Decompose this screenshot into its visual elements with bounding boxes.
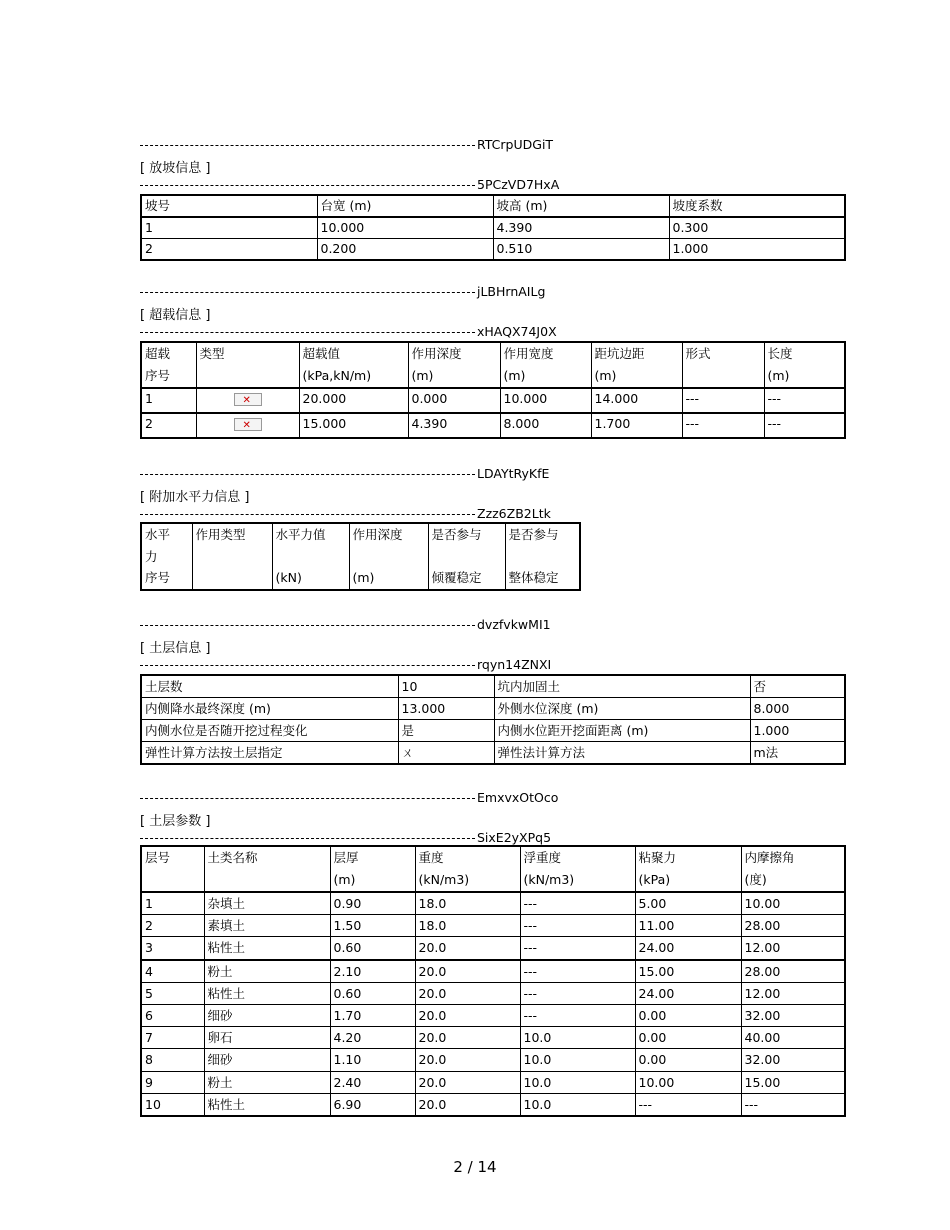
table-row: [141, 720, 845, 742]
table-cell: 0.510: [493, 239, 669, 261]
table-cell: ---: [682, 388, 764, 413]
header-cell: 内摩擦角 (度): [741, 846, 845, 892]
table-cell: ---: [520, 892, 635, 915]
separator-surcharge-2: xHAQX74J0X: [140, 324, 557, 339]
table-cell: 15.00: [635, 960, 741, 983]
table-cell: 32.00: [741, 1005, 845, 1027]
table-cell: 15.000: [299, 413, 408, 438]
header-cell: 作用深度 (m): [349, 523, 428, 590]
header-cell: 超载 序号: [141, 342, 196, 388]
table-cell: 18.0: [415, 915, 520, 937]
table-cell: 弹性法计算方法: [494, 742, 750, 765]
soil-info-table: [140, 674, 846, 765]
table-cell: 卵石: [204, 1027, 330, 1049]
table-cell: 杂填土: [204, 892, 330, 915]
table-cell: 13.000: [398, 698, 494, 720]
table-cell: 6.90: [330, 1093, 415, 1116]
surcharge-table: [140, 341, 846, 439]
slope-table: [140, 194, 846, 261]
section-title-surcharge: [ 超载信息 ]: [140, 308, 211, 323]
header-cell: 浮重度 (kN/m3): [520, 846, 635, 892]
table-cell: ㄨ: [398, 742, 494, 765]
table-cell: 6: [141, 1005, 204, 1027]
page-number: 2 / 14: [453, 1158, 497, 1176]
separator-horizontal-1: LDAYtRyKfE: [140, 466, 549, 481]
table-cell: 11.00: [635, 915, 741, 937]
table-cell: ---: [764, 388, 845, 413]
table-cell: 5: [141, 982, 204, 1004]
table-header-row: [141, 342, 845, 388]
table-cell: 5.00: [635, 892, 741, 915]
table-cell: 12.00: [741, 982, 845, 1004]
table-cell: 24.00: [635, 982, 741, 1004]
table-cell: 0.90: [330, 892, 415, 915]
table-cell: 10: [398, 675, 494, 698]
table-cell: 20.0: [415, 1027, 520, 1049]
soil-params-table: [140, 845, 846, 1117]
table-cell: 粉土: [204, 1071, 330, 1093]
table-row: [141, 982, 845, 1004]
header-cell: 层号: [141, 846, 204, 892]
table-cell: [196, 413, 299, 438]
table-header-row: [141, 195, 845, 217]
separator-surcharge-1: jLBHrnAILg: [140, 284, 545, 299]
table-row: [141, 937, 845, 960]
section-title-slope: [ 放坡信息 ]: [140, 161, 211, 176]
header-cell: 坡高 (m): [493, 195, 669, 217]
table-cell: ---: [520, 1005, 635, 1027]
table-cell: 20.0: [415, 960, 520, 983]
table-cell: 2: [141, 413, 196, 438]
table-row: [141, 217, 845, 239]
table-cell: 1.700: [591, 413, 682, 438]
table-cell: 12.00: [741, 937, 845, 960]
table-cell: 0.00: [635, 1005, 741, 1027]
table-cell: 24.00: [635, 937, 741, 960]
table-cell: 20.0: [415, 1093, 520, 1116]
table-cell: ---: [520, 937, 635, 960]
table-cell: 弹性计算方法按土层指定: [141, 742, 398, 765]
table-row: [141, 742, 845, 765]
separator-slope-1: RTCrpUDGiT: [140, 137, 553, 152]
header-cell: 水平力值 (kN): [272, 523, 349, 590]
table-row: [141, 239, 845, 261]
table-cell: 18.0: [415, 892, 520, 915]
table-cell: 15.00: [741, 1071, 845, 1093]
section-title-soil: [ 土层信息 ]: [140, 641, 211, 656]
header-cell: 作用宽度 (m): [500, 342, 591, 388]
broken-image-icon: [234, 418, 262, 431]
table-cell: 粉土: [204, 960, 330, 983]
table-cell: 0.00: [635, 1049, 741, 1071]
header-cell: 坡度系数: [669, 195, 845, 217]
header-cell: 水平 力 序号: [141, 523, 192, 590]
table-row: [141, 388, 845, 413]
table-cell: 是: [398, 720, 494, 742]
table-cell: 20.0: [415, 937, 520, 960]
table-cell: 0.000: [408, 388, 500, 413]
table-cell: 2: [141, 239, 317, 261]
table-cell: 细砂: [204, 1049, 330, 1071]
table-cell: 2: [141, 915, 204, 937]
table-cell: 8.000: [750, 698, 845, 720]
section-title-horizontal: [ 附加水平力信息 ]: [140, 490, 250, 505]
table-cell: 32.00: [741, 1049, 845, 1071]
section-title-params: [ 土层参数 ]: [140, 814, 211, 829]
separator-horizontal-2: Zzz6ZB2Ltk: [140, 506, 551, 521]
header-cell: 长度 (m): [764, 342, 845, 388]
table-cell: 4: [141, 960, 204, 983]
table-cell: 1.70: [330, 1005, 415, 1027]
header-cell: 是否参与 整体稳定: [505, 523, 580, 590]
table-row: [141, 413, 845, 438]
table-cell: 20.0: [415, 1049, 520, 1071]
table-row: [141, 1005, 845, 1027]
table-cell: 内侧水位是否随开挖过程变化: [141, 720, 398, 742]
separator-params-1: EmxvxOtOco: [140, 790, 558, 805]
table-cell: ---: [741, 1093, 845, 1116]
table-cell: 10.0: [520, 1071, 635, 1093]
header-cell: 形式: [682, 342, 764, 388]
table-row: [141, 892, 845, 915]
table-cell: m法: [750, 742, 845, 765]
table-cell: 1: [141, 388, 196, 413]
table-cell: 10.0: [520, 1093, 635, 1116]
broken-image-icon: [234, 393, 262, 406]
header-cell: 重度 (kN/m3): [415, 846, 520, 892]
table-cell: 1: [141, 892, 204, 915]
table-cell: 3: [141, 937, 204, 960]
table-row: [141, 675, 845, 698]
table-cell: 10.0: [520, 1027, 635, 1049]
table-header-row: [141, 846, 845, 892]
table-cell: ---: [520, 915, 635, 937]
header-cell: 作用类型: [192, 523, 272, 590]
table-cell: 4.390: [493, 217, 669, 239]
table-cell: 1.000: [750, 720, 845, 742]
table-cell: 0.00: [635, 1027, 741, 1049]
table-cell: 0.200: [317, 239, 493, 261]
table-cell: 土层数: [141, 675, 398, 698]
header-cell: 作用深度 (m): [408, 342, 500, 388]
table-cell: 10.000: [317, 217, 493, 239]
table-cell: 20.0: [415, 982, 520, 1004]
table-cell: 内侧水位距开挖面距离 (m): [494, 720, 750, 742]
table-cell: 内侧降水最终深度 (m): [141, 698, 398, 720]
table-row: [141, 1049, 845, 1071]
table-cell: 10: [141, 1093, 204, 1116]
table-cell: 细砂: [204, 1005, 330, 1027]
separator-soil-1: dvzfvkwMI1: [140, 617, 551, 632]
table-cell: 10.0: [520, 1049, 635, 1071]
table-cell: 粘性土: [204, 937, 330, 960]
header-cell: 层厚 (m): [330, 846, 415, 892]
table-cell: 10.00: [635, 1071, 741, 1093]
table-cell: 28.00: [741, 915, 845, 937]
table-cell: 10.00: [741, 892, 845, 915]
table-cell: 20.000: [299, 388, 408, 413]
header-cell: 土类名称: [204, 846, 330, 892]
table-cell: 7: [141, 1027, 204, 1049]
horizontal-force-table: [140, 522, 581, 591]
table-cell: 1.10: [330, 1049, 415, 1071]
table-cell: 外侧水位深度 (m): [494, 698, 750, 720]
separator-params-2: SixE2yXPq5: [140, 830, 551, 845]
table-cell: 20.0: [415, 1005, 520, 1027]
header-cell: 粘聚力 (kPa): [635, 846, 741, 892]
table-cell: ---: [682, 413, 764, 438]
table-cell: 4.390: [408, 413, 500, 438]
table-cell: 0.60: [330, 937, 415, 960]
header-cell: 台宽 (m): [317, 195, 493, 217]
table-row: [141, 1071, 845, 1093]
table-cell: ---: [635, 1093, 741, 1116]
table-cell: 10.000: [500, 388, 591, 413]
table-row: [141, 915, 845, 937]
header-cell: 是否参与 倾覆稳定: [428, 523, 505, 590]
table-cell: 2.40: [330, 1071, 415, 1093]
table-cell: 0.60: [330, 982, 415, 1004]
separator-slope-2: 5PCzVD7HxA: [140, 177, 559, 192]
table-cell: 8.000: [500, 413, 591, 438]
table-row: [141, 960, 845, 983]
table-cell: 14.000: [591, 388, 682, 413]
table-row: [141, 1093, 845, 1116]
table-cell: 1: [141, 217, 317, 239]
table-cell: [196, 388, 299, 413]
table-row: [141, 1027, 845, 1049]
header-cell: 坡号: [141, 195, 317, 217]
table-cell: 28.00: [741, 960, 845, 983]
separator-soil-2: rqyn14ZNXI: [140, 657, 551, 672]
table-cell: 2.10: [330, 960, 415, 983]
table-cell: 否: [750, 675, 845, 698]
table-cell: ---: [520, 960, 635, 983]
table-cell: 40.00: [741, 1027, 845, 1049]
table-cell: 素填土: [204, 915, 330, 937]
table-row: [141, 698, 845, 720]
table-cell: 4.20: [330, 1027, 415, 1049]
table-cell: 粘性土: [204, 1093, 330, 1116]
table-cell: 粘性土: [204, 982, 330, 1004]
header-cell: 类型: [196, 342, 299, 388]
table-cell: 8: [141, 1049, 204, 1071]
table-header-row: [141, 523, 580, 590]
table-cell: 1.000: [669, 239, 845, 261]
table-cell: 坑内加固土: [494, 675, 750, 698]
table-cell: 1.50: [330, 915, 415, 937]
table-cell: ---: [764, 413, 845, 438]
header-cell: 距坑边距 (m): [591, 342, 682, 388]
table-cell: ---: [520, 982, 635, 1004]
table-cell: 9: [141, 1071, 204, 1093]
table-cell: 20.0: [415, 1071, 520, 1093]
header-cell: 超载值 (kPa,kN/m): [299, 342, 408, 388]
table-cell: 0.300: [669, 217, 845, 239]
